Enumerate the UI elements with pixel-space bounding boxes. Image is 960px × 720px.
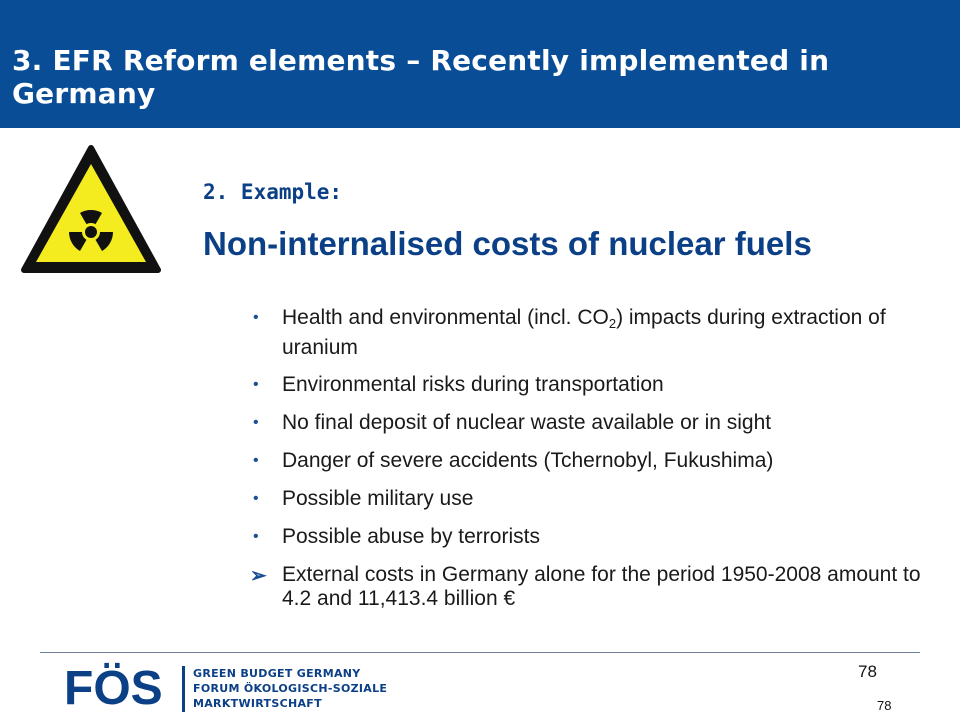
- list-item: • Possible military use: [253, 487, 474, 510]
- fos-logo: [64, 660, 174, 710]
- footer-organization: GREEN BUDGET GERMANY FORUM ÖKOLOGISCH-SOZIALE MARKTWIRTSCHAFT: [193, 667, 388, 710]
- bullet-icon: •: [253, 309, 259, 326]
- header-bar: [0, 0, 960, 128]
- page-number: 78: [858, 662, 877, 681]
- list-item: • Environmental risks during transportation: [253, 373, 664, 396]
- bullet-icon: •: [253, 376, 259, 393]
- bullet-icon: •: [253, 528, 259, 545]
- bullet-icon: •: [253, 414, 259, 431]
- footer-divider: [40, 652, 920, 653]
- conclusion-item: ➢ External costs in Germany alone for the period 1950-2008 amount to 4.2 and 11,413.4 billion €: [250, 563, 921, 610]
- radiation-warning-icon: [20, 144, 162, 276]
- section-title: Non-internalised costs of nuclear fuels: [203, 225, 812, 262]
- bullet-icon: •: [253, 490, 259, 507]
- footer-separator: [182, 666, 185, 712]
- example-subheading: 2. Example:: [203, 180, 343, 204]
- bullet-list: [248, 306, 928, 624]
- arrow-bullet-icon: ➢: [250, 565, 267, 587]
- list-item: • Possible abuse by terrorists: [253, 525, 540, 548]
- page-number-small: 78: [877, 698, 892, 713]
- bullet-icon: •: [253, 452, 259, 469]
- slide-title: 3. EFR Reform elements – Recently implemented in Germany: [12, 44, 830, 110]
- svg-text:FÖS: FÖS: [64, 662, 163, 710]
- list-item: • No final deposit of nuclear waste available or in sight: [253, 411, 772, 434]
- list-item: • Health and environmental (incl. CO2) impacts during extraction of uranium: [253, 306, 886, 359]
- list-item: • Danger of severe accidents (Tchernobyl, Fukushima): [253, 449, 774, 472]
